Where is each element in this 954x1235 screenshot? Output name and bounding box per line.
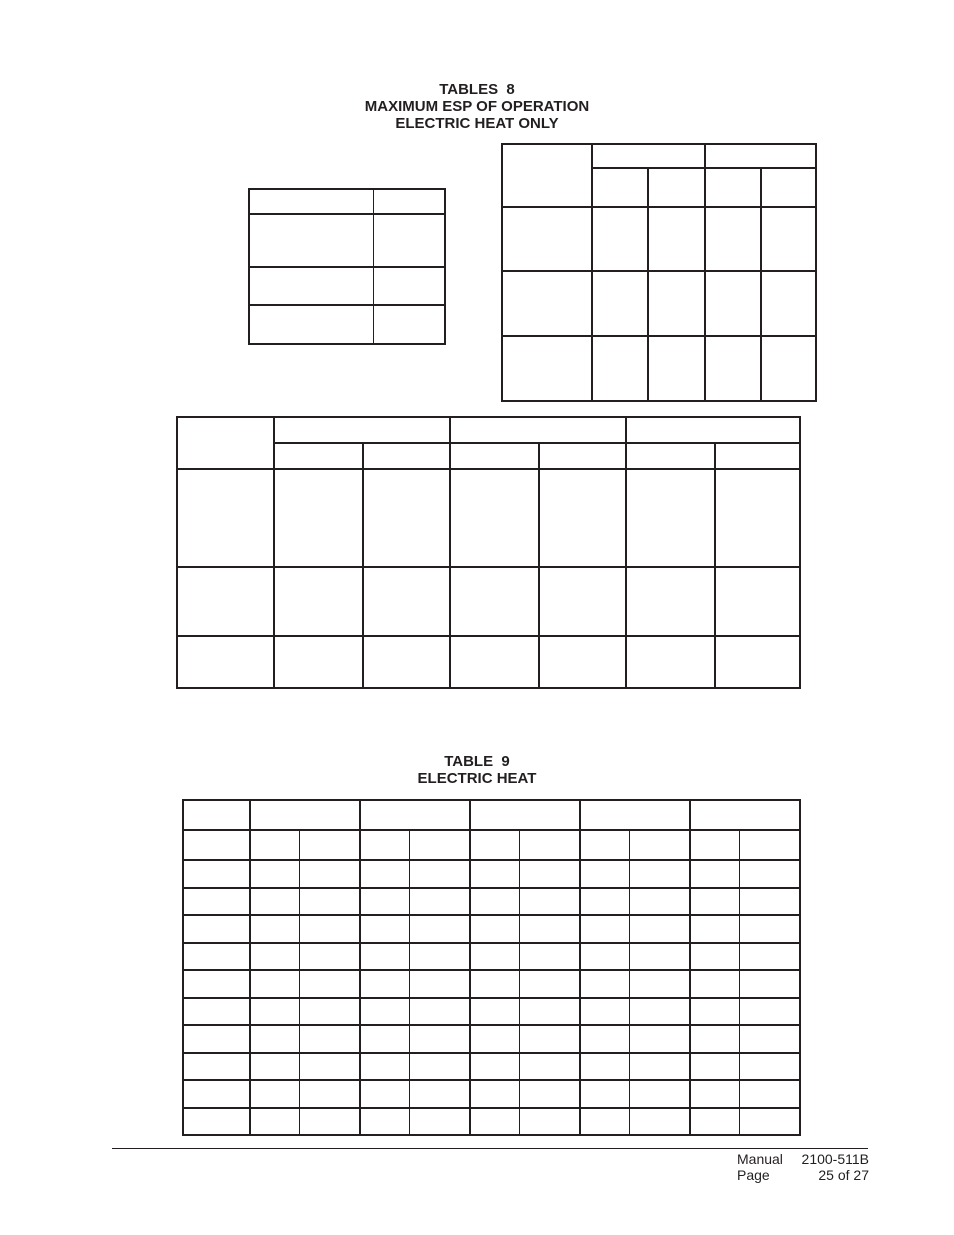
table-cell xyxy=(274,469,363,567)
table8-caption: ELECTRIC HEAT ONLY xyxy=(395,115,559,132)
table-cell xyxy=(626,567,715,636)
table-cell xyxy=(580,915,629,943)
table-cell xyxy=(502,271,592,336)
table-cell xyxy=(250,830,299,860)
table8-heading xyxy=(0,81,954,132)
table-cell xyxy=(629,970,690,998)
table-cell xyxy=(250,1108,299,1135)
table-cell xyxy=(250,998,299,1025)
table-cell xyxy=(519,860,580,888)
table-cell xyxy=(360,830,409,860)
table-cell xyxy=(470,888,519,915)
table-cell xyxy=(250,860,299,888)
table-cell xyxy=(592,271,648,336)
table-cell xyxy=(626,469,715,567)
table-cell xyxy=(249,267,373,305)
table-cell xyxy=(739,1080,800,1108)
table-cell xyxy=(629,915,690,943)
table-cell xyxy=(648,168,705,207)
table-cell xyxy=(250,943,299,970)
table-cell xyxy=(183,888,250,915)
table-cell xyxy=(409,888,470,915)
table-cell xyxy=(299,1108,360,1135)
table-cell xyxy=(250,888,299,915)
table-cell xyxy=(409,1080,470,1108)
table-cell xyxy=(363,567,450,636)
table-cell xyxy=(580,1080,629,1108)
table8-title: TABLES 8 xyxy=(439,81,515,98)
table-cell xyxy=(183,860,250,888)
table-cell xyxy=(629,943,690,970)
table-cell xyxy=(519,888,580,915)
table-cell xyxy=(274,443,363,469)
table9-caption: ELECTRIC HEAT xyxy=(417,770,537,787)
table-cell xyxy=(690,800,800,830)
table-cell xyxy=(519,943,580,970)
table-cell xyxy=(739,830,800,860)
table-cell xyxy=(690,1108,739,1135)
table-cell xyxy=(705,144,816,168)
table-cell xyxy=(409,1108,470,1135)
table-cell xyxy=(470,915,519,943)
table-cell xyxy=(502,207,592,271)
table-cell xyxy=(519,915,580,943)
table-cell xyxy=(470,1025,519,1053)
table-cell xyxy=(519,970,580,998)
table-cell xyxy=(409,970,470,998)
table-cell xyxy=(470,943,519,970)
table-cell xyxy=(299,830,360,860)
table-cell xyxy=(629,830,690,860)
table-cell xyxy=(629,1053,690,1080)
table-cell xyxy=(648,271,705,336)
table-cell xyxy=(592,207,648,271)
table-cell xyxy=(299,1053,360,1080)
table-cell xyxy=(299,1025,360,1053)
table-cell xyxy=(690,830,739,860)
table-cell xyxy=(183,1080,250,1108)
table-cell xyxy=(470,970,519,998)
table-cell xyxy=(690,943,739,970)
table-cell xyxy=(519,1080,580,1108)
table-cell xyxy=(629,1108,690,1135)
page-number: 25 of 27 xyxy=(818,1167,869,1183)
table-cell xyxy=(409,1053,470,1080)
table-cell xyxy=(502,336,592,401)
table-cell xyxy=(580,800,690,830)
table9-grid xyxy=(182,799,801,1136)
table-cell xyxy=(648,336,705,401)
table-cell xyxy=(705,271,761,336)
table-cell xyxy=(539,636,626,688)
table-cell xyxy=(629,860,690,888)
table-cell xyxy=(715,567,800,636)
table-cell xyxy=(690,970,739,998)
table-cell xyxy=(690,888,739,915)
table-cell xyxy=(705,336,761,401)
table-cell xyxy=(177,417,274,469)
table-cell xyxy=(373,189,445,214)
table-cell xyxy=(299,998,360,1025)
table9-title: TABLE 9 xyxy=(444,753,510,770)
table-cell xyxy=(715,469,800,567)
table-cell xyxy=(177,567,274,636)
table-cell xyxy=(183,1025,250,1053)
table-cell xyxy=(274,636,363,688)
table-cell xyxy=(580,888,629,915)
table8-subtitle: MAXIMUM ESP OF OPERATION xyxy=(364,98,590,115)
table-cell xyxy=(360,943,409,970)
table-cell xyxy=(739,1053,800,1080)
table-cell xyxy=(409,943,470,970)
table-cell xyxy=(299,943,360,970)
table8-right-grid xyxy=(501,143,817,402)
table-cell xyxy=(299,1080,360,1108)
table-cell xyxy=(363,636,450,688)
table-cell xyxy=(580,998,629,1025)
table-cell xyxy=(761,336,816,401)
table-cell xyxy=(739,970,800,998)
table-cell xyxy=(739,998,800,1025)
table-cell xyxy=(450,567,539,636)
table-cell xyxy=(299,860,360,888)
table-cell xyxy=(183,830,250,860)
table-cell xyxy=(177,636,274,688)
table-cell xyxy=(360,1080,409,1108)
table-cell xyxy=(626,443,715,469)
table9-heading xyxy=(0,753,954,787)
table-cell xyxy=(739,860,800,888)
table-cell xyxy=(274,417,450,443)
table-cell xyxy=(690,860,739,888)
table-cell xyxy=(249,214,373,267)
table-cell xyxy=(470,830,519,860)
table-cell xyxy=(580,830,629,860)
table-cell xyxy=(360,1025,409,1053)
table-cell xyxy=(739,1108,800,1135)
table-cell xyxy=(519,1025,580,1053)
table-cell xyxy=(739,943,800,970)
table-cell xyxy=(250,800,360,830)
page-label: Page xyxy=(737,1167,770,1183)
table-cell xyxy=(519,1108,580,1135)
table-cell xyxy=(580,943,629,970)
table-cell xyxy=(360,1053,409,1080)
page-footer xyxy=(737,1151,869,1183)
table-cell xyxy=(470,1053,519,1080)
table-cell xyxy=(360,860,409,888)
table-cell xyxy=(373,305,445,344)
table-cell xyxy=(183,1108,250,1135)
table-cell xyxy=(592,336,648,401)
table-cell xyxy=(250,1053,299,1080)
footer-manual-row xyxy=(737,1151,869,1167)
manual-label: Manual xyxy=(737,1151,783,1167)
table-cell xyxy=(183,998,250,1025)
table-cell xyxy=(539,567,626,636)
table-cell xyxy=(761,168,816,207)
table-cell xyxy=(409,1025,470,1053)
table-cell xyxy=(299,888,360,915)
table-cell xyxy=(360,1108,409,1135)
table-cell xyxy=(360,998,409,1025)
table-cell xyxy=(450,636,539,688)
table-cell xyxy=(690,1053,739,1080)
table-cell xyxy=(249,189,373,214)
table-cell xyxy=(363,443,450,469)
table-cell xyxy=(690,998,739,1025)
table-cell xyxy=(250,1080,299,1108)
table-cell xyxy=(690,1025,739,1053)
table-cell xyxy=(363,469,450,567)
table-cell xyxy=(761,207,816,271)
table-cell xyxy=(580,860,629,888)
table-cell xyxy=(183,970,250,998)
table-cell xyxy=(539,469,626,567)
table-cell xyxy=(470,1108,519,1135)
table-cell xyxy=(705,207,761,271)
table-cell xyxy=(299,970,360,998)
table-cell xyxy=(183,1053,250,1080)
table-cell xyxy=(626,636,715,688)
table-cell xyxy=(592,168,648,207)
table-cell xyxy=(183,943,250,970)
table-cell xyxy=(250,915,299,943)
table-cell xyxy=(450,443,539,469)
table-cell xyxy=(502,144,592,207)
footer-page-row xyxy=(737,1167,869,1183)
table-cell xyxy=(592,144,705,168)
table-cell xyxy=(450,417,626,443)
table-cell xyxy=(360,888,409,915)
table-cell xyxy=(580,1053,629,1080)
table-cell xyxy=(250,1025,299,1053)
table-cell xyxy=(274,567,363,636)
table-cell xyxy=(183,800,250,830)
table-cell xyxy=(409,998,470,1025)
table-cell xyxy=(373,214,445,267)
table8-small-grid xyxy=(248,188,446,345)
table-cell xyxy=(705,168,761,207)
table-cell xyxy=(409,860,470,888)
table-cell xyxy=(360,800,470,830)
table-cell xyxy=(409,830,470,860)
table8-wide-grid xyxy=(176,416,801,689)
table-cell xyxy=(250,970,299,998)
table-cell xyxy=(183,915,250,943)
table-cell xyxy=(580,1025,629,1053)
table-cell xyxy=(519,998,580,1025)
table-cell xyxy=(249,305,373,344)
table-cell xyxy=(761,271,816,336)
table-cell xyxy=(177,469,274,567)
table-cell xyxy=(629,1025,690,1053)
table-cell xyxy=(373,267,445,305)
table-cell xyxy=(539,443,626,469)
table-cell xyxy=(470,998,519,1025)
table-cell xyxy=(739,888,800,915)
table-cell xyxy=(470,1080,519,1108)
table-cell xyxy=(450,469,539,567)
table-cell xyxy=(629,998,690,1025)
table-cell xyxy=(629,888,690,915)
table-cell xyxy=(519,1053,580,1080)
table-cell xyxy=(470,860,519,888)
table-cell xyxy=(690,915,739,943)
manual-number: 2100-511B xyxy=(801,1151,869,1167)
table-cell xyxy=(470,800,580,830)
table-cell xyxy=(715,636,800,688)
table-cell xyxy=(580,970,629,998)
table-cell xyxy=(360,970,409,998)
table-cell xyxy=(629,1080,690,1108)
table-cell xyxy=(519,830,580,860)
table-cell xyxy=(626,417,800,443)
table-cell xyxy=(360,915,409,943)
table-cell xyxy=(690,1080,739,1108)
table-cell xyxy=(715,443,800,469)
table-cell xyxy=(739,915,800,943)
table-cell xyxy=(739,1025,800,1053)
table-cell xyxy=(580,1108,629,1135)
footer-rule xyxy=(112,1148,868,1149)
table-cell xyxy=(299,915,360,943)
table-cell xyxy=(409,915,470,943)
table-cell xyxy=(648,207,705,271)
